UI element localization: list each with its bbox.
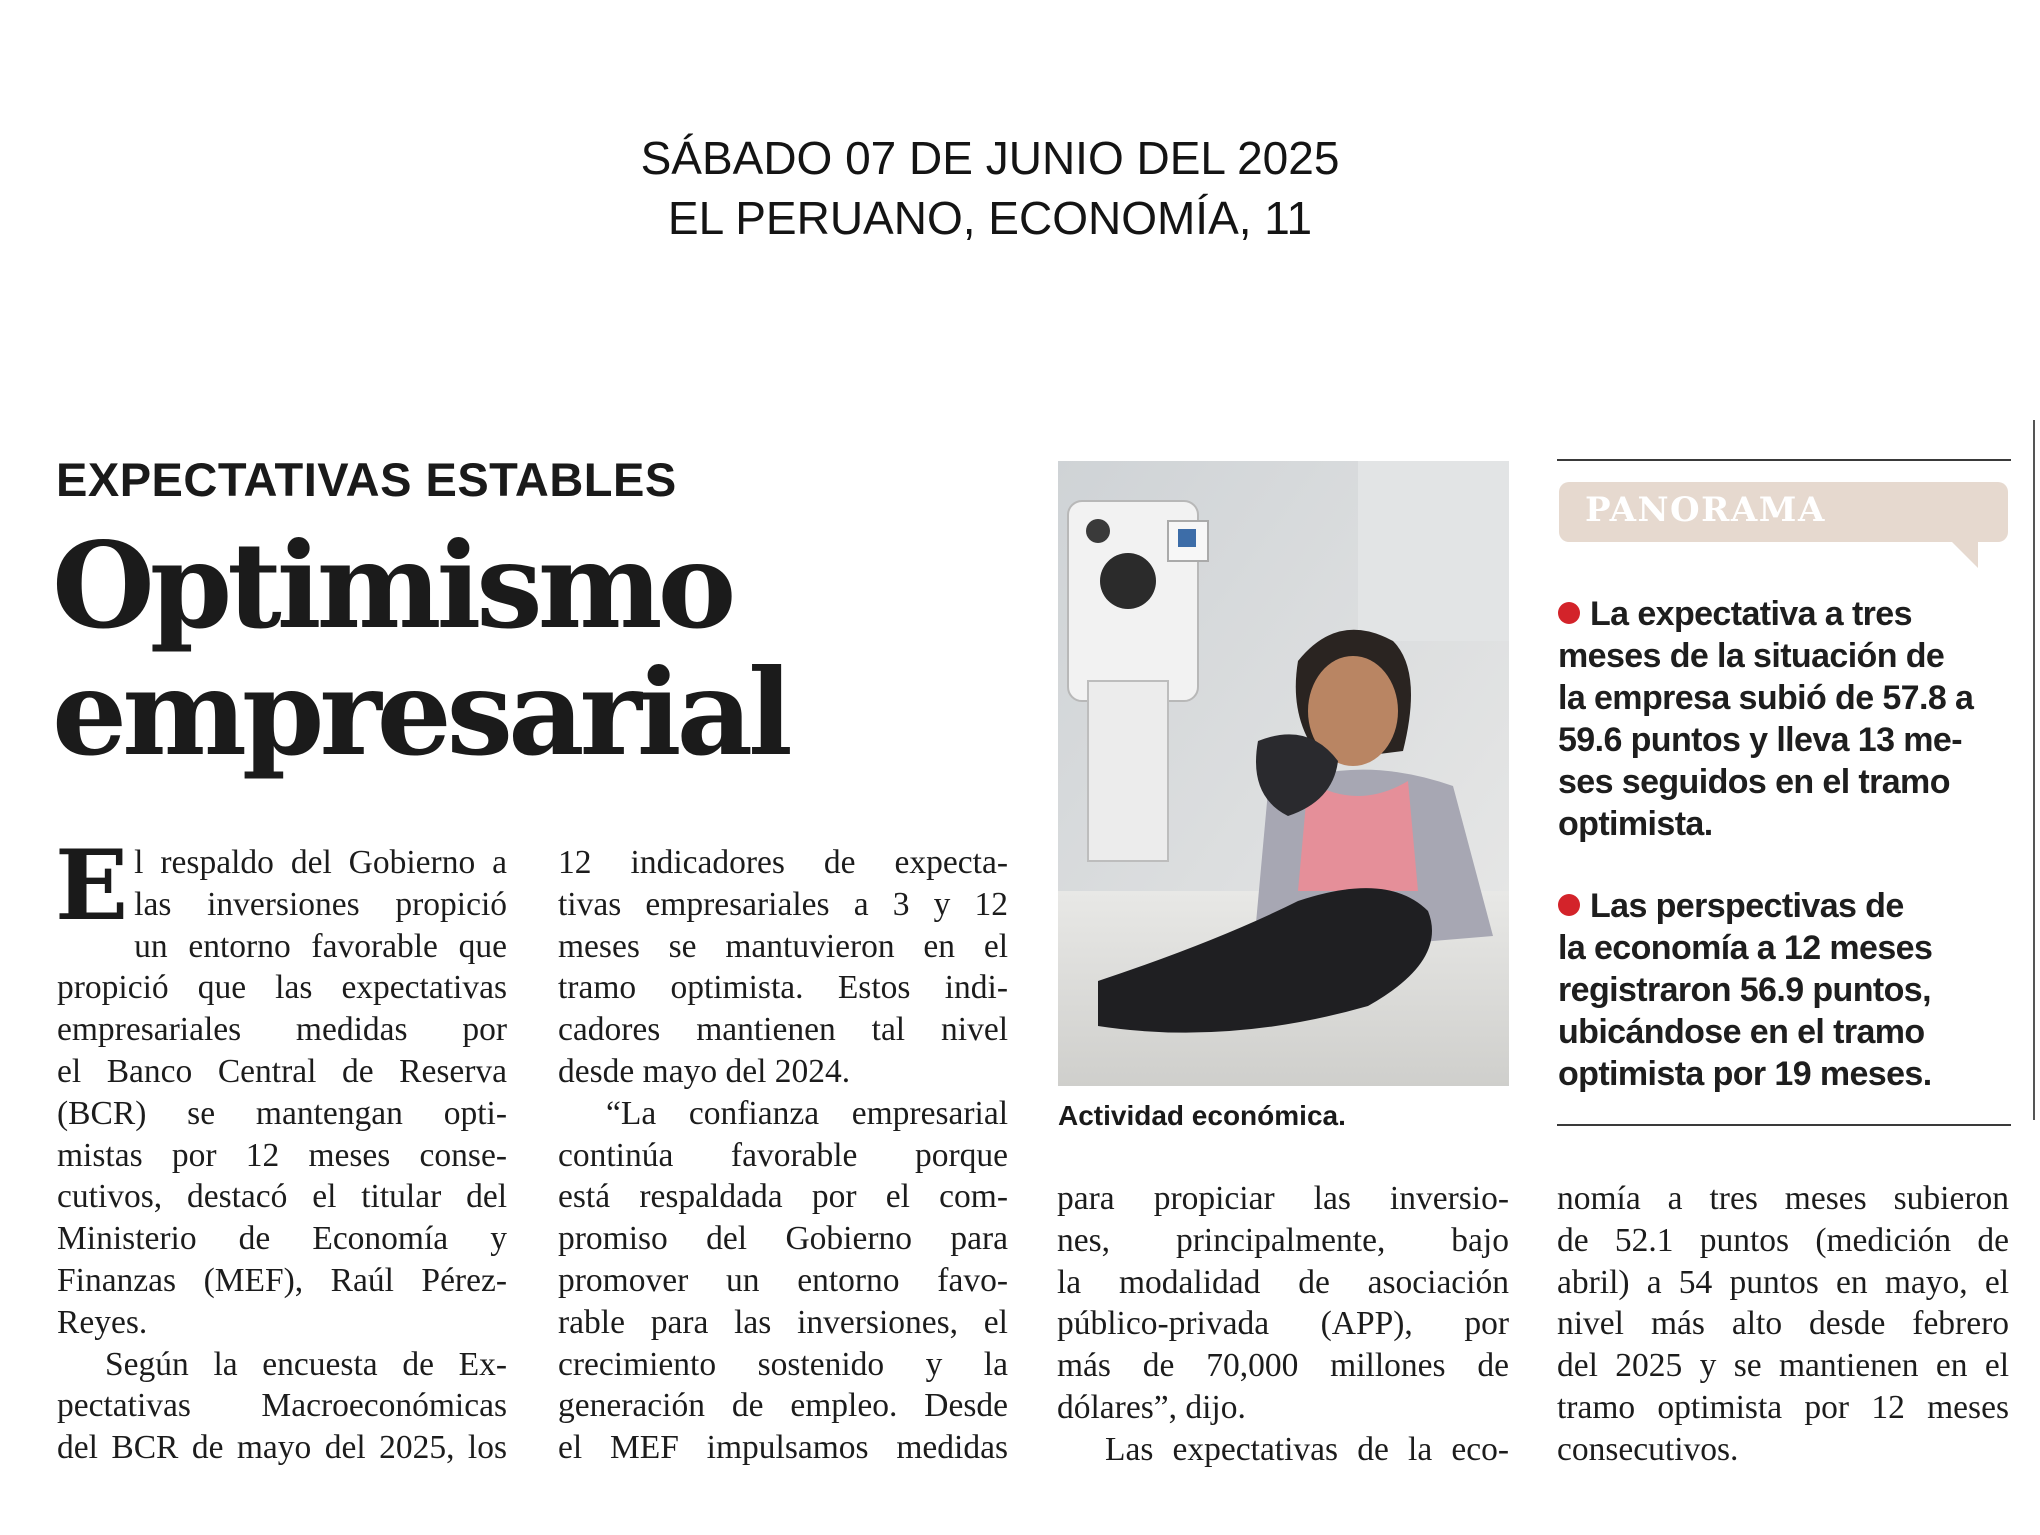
article-column-2	[558, 842, 1008, 1469]
body-line: nomía a tres meses subieron	[1557, 1180, 2009, 1217]
dateline	[0, 128, 1980, 248]
bullet-line: Las perspectivas de	[1590, 887, 1904, 925]
sidebar-bottom-rule	[1557, 1124, 2011, 1126]
bullet-line: la empresa subió de 57.8 a	[1558, 679, 1974, 717]
bullet-line: optimista.	[1558, 805, 1713, 843]
headline-line-2: empresarial	[52, 643, 788, 782]
body-line: empresariales medidas por	[57, 1011, 507, 1049]
body-line: el Banco Central de Reserva	[57, 1052, 507, 1090]
dateline-date: SÁBADO 07 DE JUNIO DEL 2025	[640, 132, 1340, 184]
bullet-line: La expectativa a tres	[1590, 595, 1912, 633]
body-line: Ministerio de Economía y	[57, 1220, 507, 1258]
body-line: l respaldo del Gobierno a	[134, 844, 507, 881]
body-line: para propiciar las inversio-	[1057, 1180, 1509, 1217]
body-line: meses se mantuvieron en el	[558, 927, 1008, 965]
body-line: dólares”, dijo.	[1057, 1388, 1246, 1426]
sidebar-top-rule	[1557, 459, 2011, 461]
panorama-bullet-2	[1558, 885, 2013, 1095]
body-line: cadores mantienen tal nivel	[558, 1011, 1008, 1049]
article-column-4	[1557, 1178, 2009, 1471]
body-line: del 2025 y se mantienen en el	[1557, 1347, 2009, 1385]
photo-caption: Actividad económica.	[1058, 1100, 1346, 1131]
drop-cap: E	[55, 829, 129, 942]
body-line: nes, principalmente, bajo	[1057, 1221, 1509, 1259]
headline-line-1: Optimismo	[52, 516, 732, 655]
body-line: de 52.1 puntos (medición de	[1557, 1221, 2009, 1259]
body-line: Las expectativas de la eco-	[1105, 1430, 1509, 1468]
tag-pointer	[1952, 542, 1978, 568]
body-line: tivas empresariales a 3 y 12	[558, 885, 1008, 923]
bullet-line: optimista por 19 meses.	[1558, 1055, 1932, 1093]
dateline-source: EL PERUANO, ECONOMÍA, 11	[667, 192, 1313, 244]
bullet-line: ses seguidos en el tramo	[1558, 763, 1950, 801]
body-line: nivel más alto desde febrero	[1557, 1305, 2009, 1343]
body-line: tramo optimista por 12 meses	[1557, 1388, 2009, 1426]
article-kicker: EXPECTATIVAS ESTABLES	[56, 453, 677, 506]
body-line: Finanzas (MEF), Raúl Pérez-	[57, 1261, 507, 1299]
body-line: “La confianza empresarial	[606, 1094, 1008, 1132]
body-line: está respaldada por el com-	[558, 1178, 1008, 1216]
red-bullet-icon	[1558, 894, 1580, 916]
panorama-label: PANORAMA	[1585, 490, 1826, 530]
body-line: las inversiones propició	[134, 885, 507, 923]
body-line: continúa favorable porque	[558, 1136, 1008, 1174]
body-line: Reyes.	[57, 1303, 148, 1341]
bullet-line: registraron 56.9 puntos,	[1558, 971, 1931, 1009]
bullet-line: ubicándose en el tramo	[1558, 1013, 1925, 1051]
photo-illustration	[1058, 461, 1509, 1086]
red-bullet-icon	[1558, 602, 1580, 624]
body-line: promiso del Gobierno para	[558, 1220, 1008, 1258]
body-line: abril) a 54 puntos en mayo, el	[1557, 1263, 2009, 1301]
body-line: cutivos, destacó el titular del	[57, 1178, 507, 1216]
body-line: generación de empleo. Desde	[558, 1387, 1008, 1425]
body-line: rable para las inversiones, el	[558, 1303, 1008, 1341]
body-line: tramo optimista. Estos indi-	[558, 969, 1008, 1007]
article-column-3	[1057, 1178, 1509, 1471]
body-line: la modalidad de asociación	[1057, 1263, 1509, 1301]
body-line: más de 70,000 millones de	[1057, 1347, 1509, 1385]
bullet-line: 59.6 puntos y lleva 13 me-	[1558, 721, 1962, 759]
body-line: del BCR de mayo del 2025, los	[57, 1429, 507, 1467]
body-line: crecimiento sostenido y la	[558, 1345, 1008, 1383]
body-line: público-privada (APP), por	[1057, 1305, 1509, 1343]
body-line: el MEF impulsamos medidas	[558, 1429, 1008, 1467]
article-photo	[1058, 461, 1509, 1086]
body-line: (BCR) se mantengan opti-	[57, 1094, 507, 1132]
body-line: consecutivos.	[1557, 1430, 1739, 1468]
bullet-line: la economía a 12 meses	[1558, 929, 1933, 967]
panorama-bullet-1	[1558, 593, 2013, 845]
body-line: un entorno favorable que	[134, 927, 507, 965]
body-line: promover un entorno favo-	[558, 1261, 1008, 1299]
article-headline	[52, 516, 788, 782]
body-line: desde mayo del 2024.	[558, 1052, 851, 1090]
body-line: 12 indicadores de expecta-	[558, 844, 1008, 881]
bullet-line: meses de la situación de	[1558, 637, 1945, 675]
body-line: pectativas Macroeconómicas	[57, 1387, 507, 1425]
body-line: Según la encuesta de Ex-	[105, 1345, 507, 1383]
panorama-tag	[1559, 482, 2008, 542]
body-line: propició que las expectativas	[57, 969, 507, 1007]
article-column-1	[55, 829, 507, 1469]
body-line: mistas por 12 meses conse-	[57, 1136, 507, 1174]
vertical-rule	[2033, 420, 2035, 1120]
